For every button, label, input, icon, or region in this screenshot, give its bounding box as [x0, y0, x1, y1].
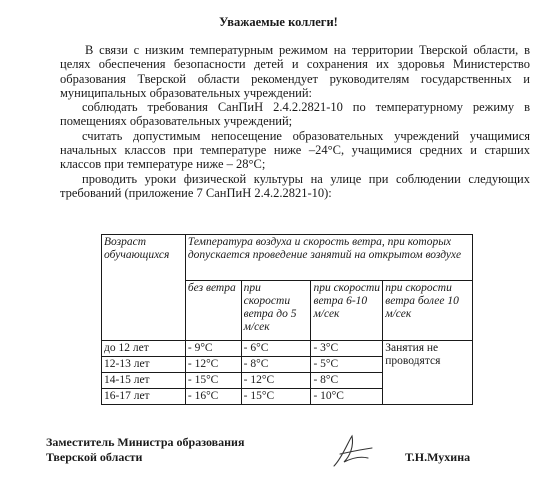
table-subheader-wind-5: при скорости ветра до 5 м/сек — [241, 281, 311, 341]
table-cell-age: до 12 лет — [102, 341, 186, 357]
table-cell-no-classes: Занятия не проводятся — [383, 341, 473, 405]
table-subheader-wind-over-10: при скорости ветра более 10 м/сек — [383, 281, 473, 341]
table-cell-no-wind: - 15°С — [185, 373, 241, 389]
paragraph-item-2: считать допустимым непосещение образовательных учреждений учащимися начальных классов при температуре ниже –24°С, учащимися средних и старших классов при температуре ниже – 28°С; — [60, 128, 530, 172]
table-cell-wind-5: - 6°С — [241, 341, 311, 357]
table-cell-wind-5: - 15°С — [241, 389, 311, 405]
table-cell-wind-5: - 12°С — [241, 373, 311, 389]
table-cell-age: 14-15 лет — [102, 373, 186, 389]
table-subheader-wind-6-10: при скорости ветра 6-10 м/сек — [311, 281, 383, 341]
paragraph-intro: В связи с низким температурным режимом на территории Тверской области, в целях обеспечения безопасности детей и сохранения их здоровья Министерство образования Тверской области рекомендует руководителям государственных и муниципальных образовательных учреждений: — [60, 43, 530, 100]
table-cell-no-wind: - 16°С — [185, 389, 241, 405]
table-subheader-no-wind: без ветра — [185, 281, 241, 341]
table-header-group: Температура воздуха и скорость ветра, при которых допускается проведение занятий на открытом воздухе — [185, 235, 472, 281]
table-cell-wind-6-10: - 10°С — [311, 389, 383, 405]
table-cell-wind-6-10: - 3°С — [311, 341, 383, 357]
table-cell-age: 12-13 лет — [102, 357, 186, 373]
table-cell-wind-6-10: - 5°С — [311, 357, 383, 373]
table-cell-no-wind: - 12°С — [185, 357, 241, 373]
table-header-age: Возраст обучающихся — [102, 235, 186, 341]
signatory-name: Т.Н.Мухина — [405, 450, 471, 464]
table-cell-wind-5: - 8°С — [241, 357, 311, 373]
letter-body — [60, 43, 530, 200]
letter-heading: Уважаемые коллеги! — [219, 15, 338, 29]
signatory-position — [46, 435, 244, 465]
temperature-table — [101, 234, 473, 405]
table-cell-wind-6-10: - 8°С — [311, 373, 383, 389]
signatory-position-line-1: Заместитель Министра образования — [46, 435, 245, 449]
table-cell-age: 16-17 лет — [102, 389, 186, 405]
paragraph-item-1: соблюдать требования СанПиН 2.4.2.2821-10 по температурному режиму в помещениях образовательных учреждений; — [60, 100, 530, 129]
signature-icon — [328, 432, 378, 477]
table-cell-no-wind: - 9°С — [185, 341, 241, 357]
table-row — [102, 341, 473, 357]
signatory-position-line-2: Тверской области — [46, 450, 143, 464]
paragraph-item-3: проводить уроки физической культуры на улице при соблюдении следующих требований (приложение 7 СанПиН 2.4.2.2821-10): — [60, 171, 530, 200]
